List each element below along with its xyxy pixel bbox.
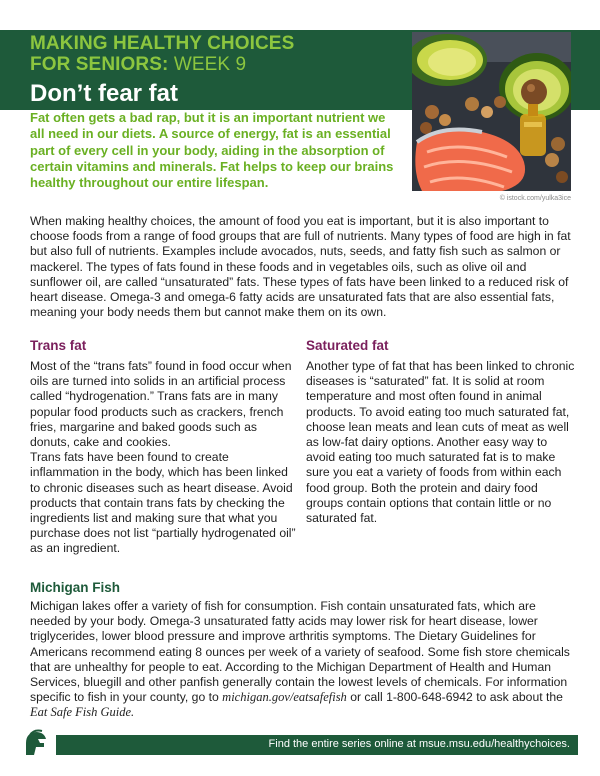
page-title: Don’t fear fat xyxy=(30,80,179,107)
body-paragraph: When making healthy choices, the amount of food you eat is important, but it is also important to choose foods from a range of food groups that are full of nutrients. Many types of food are high in fat but also full of nutrients. Examples include avocados, nuts, seeds, and fatty fish such as salmon or mackerel. The types of fats found in these foods and in vegetables oils, such as olive oil and sunflower oil, are called “unsaturated” fats. These types of fats have been linked to a reduced risk of heart disease. Omega-3 and omega-6 fatty acids are unsaturated fats that are also essential fats, meaning your body needs them but cannot make them on its own. xyxy=(30,214,571,320)
footer-text[interactable]: Find the entire series online at msue.msu.edu/healthychoices. xyxy=(268,738,570,750)
series-title-line2 xyxy=(30,54,294,75)
trans-fat-paragraph-2: Trans fats have been found to create inflammation in the body, which has been linked to chronic diseases such as heart disease. Avoid products that contain trans fats by checking the ingredients list and making sure that what you purchase does not list “partially hydrogenated oil” as an ingredient. xyxy=(30,450,296,556)
photo-credit: © istock.com/yulka3ice xyxy=(499,195,571,202)
series-title-bold: FOR SENIORS: xyxy=(30,54,169,75)
healthy-fats-photo xyxy=(412,32,571,191)
series-title xyxy=(30,33,294,75)
trans-fat-heading: Trans fat xyxy=(30,338,87,353)
michigan-fish-body: Michigan lakes offer a variety of fish for consumption. Fish contain unsaturated fats, which are needed by your body. Omega-3 unsaturated fatty acids may lower risk for heart disease, lower triglycerides, lower blood pressure and improve arthritis symptoms. The Dietary Guidelines for Americans recommend eating 8 ounces per week of a variety of seafood. Some fish store chemicals that are unhealthy for people to eat. According to the Michigan Department of Health and Human Services, bluegill and other panfish generally contain the lowest levels of chemicals. For information specific to fish in your county, go to xyxy=(30,599,570,705)
michigan-fish-text xyxy=(30,599,578,721)
michigan-fish-contact: or call 1-800-648-6942 to ask about the xyxy=(350,690,563,705)
michigan-fish-heading: Michigan Fish xyxy=(30,580,121,595)
eat-safe-fish-guide: Eat Safe Fish Guide. xyxy=(30,705,135,720)
food-photo-illustration xyxy=(412,32,571,191)
week-label: WEEK 9 xyxy=(173,54,247,75)
intro-text: Fat often gets a bad rap, but it is an important nutrient we all need in our diets. A source of energy, fat is an essential part of every cell in your body, aiding in the absorption of certain vitamins and minerals. Fat helps to keep our brains healthy throughout our entire lifespan. xyxy=(30,110,394,191)
trans-fat-text xyxy=(30,359,300,557)
footer-band xyxy=(56,735,578,755)
saturated-fat-heading: Saturated fat xyxy=(306,338,389,353)
trans-fat-paragraph-1: Most of the “trans fats” found in food occur when oils are turned into solids in an artificial process called “hydrogenation.” Trans fats are in many popular food products such as crackers, french fries, margarine and baked goods such as donuts, cake and cookies. xyxy=(30,359,292,450)
series-title-line1: MAKING HEALTHY CHOICES xyxy=(30,33,295,54)
spartan-helmet-icon xyxy=(22,729,48,759)
eat-safe-fish-link[interactable]: michigan.gov/eatsafefish xyxy=(222,690,347,705)
saturated-fat-text: Another type of fat that has been linked to chronic diseases is “saturated” fat. It is solid at room temperature and most often found in animal products. To avoid eating too much saturated fat, choose lean meats and lean cuts of meat as well as low-fat dairy options. Another easy way to avoid eating too much saturated fat is to make sure you eat a variety of foods from within each food group. Both the protein and dairy food groups contain options that contain little or no saturated fat. xyxy=(306,359,575,526)
